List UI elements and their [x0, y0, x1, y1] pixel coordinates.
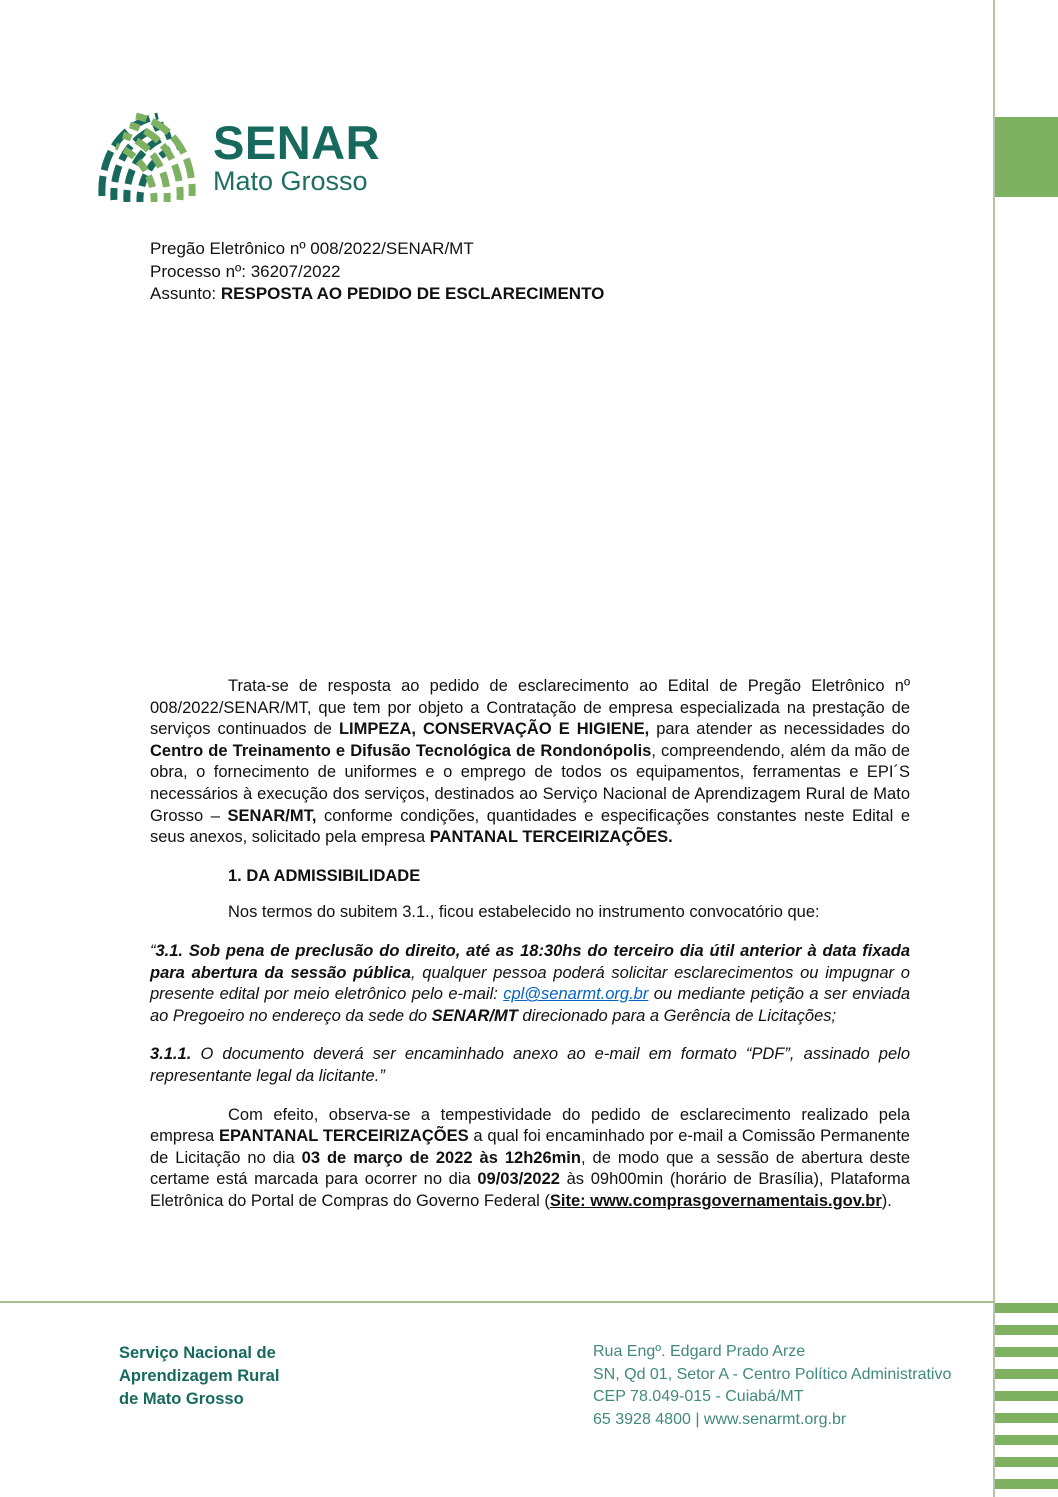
paragraph-intro — [150, 676, 910, 849]
text-segment: 03 de março de 2022 às 12h26min — [301, 1148, 581, 1167]
text-segment: ou mediante petição a ser enviada ao Pregoeiro no endereço da sede do — [150, 985, 910, 1025]
text-segment: direcionado para a Gerência de Licitações; — [517, 1006, 837, 1025]
header-processo-line: Processo nº: 36207/2022 — [150, 261, 341, 281]
text-segment: RESPOSTA AO PEDIDO DE ESCLARECIMENTO — [220, 284, 605, 303]
footer-divider — [0, 1301, 994, 1303]
text-segment: para atender as necessidades do — [649, 720, 911, 739]
right-margin-line — [993, 0, 995, 1497]
senar-logo-icon — [95, 110, 199, 202]
text-segment: , compreendendo, além da mão de obra, o fornecimento de uniformes e o emprego de todos os equipamentos, ferramentas e EPI´S necessários à execução dos serviços, destinados ao Serviço Nacional de Aprendizagem Rural de Mato Grosso – — [150, 741, 910, 825]
text-segment: , qualquer pessoa poderá solicitar esclarecimentos ou impugnar o presente edital por meio eletrônico pelo e-mail: — [150, 963, 910, 1004]
text-segment: 3.1. Sob pena de preclusão do direito, até as 18:30hs do terceiro dia útil anterior à data fixada para abertura da sessão pública — [150, 941, 910, 982]
text-segment: Assunto: — [150, 284, 221, 303]
footer-address — [593, 1341, 951, 1431]
text-segment: SENAR/MT, — [227, 806, 317, 825]
header-assunto-line — [150, 283, 604, 306]
quote-item-3-1-1 — [150, 1044, 910, 1087]
footer-org-line: Aprendizagem Rural — [119, 1367, 280, 1385]
text-segment: O documento deverá ser encaminhado anexo ao e-mail em formato “PDF”, assinado pelo representante legal da licitante.” — [150, 1045, 910, 1085]
text-segment: ). — [881, 1191, 892, 1210]
senar-logo — [95, 110, 380, 202]
paragraph-nos-termos — [150, 902, 910, 924]
text-segment: 09/03/2022 — [477, 1170, 560, 1189]
footer-address-line: CEP 78.049-015 - Cuiabá/MT — [593, 1388, 804, 1405]
footer-org-line: de Mato Grosso — [119, 1390, 244, 1408]
text-segment: , de modo que a sessão de abertura deste certame está marcada para ocorrer no dia — [150, 1148, 911, 1189]
text-segment: 3.1.1. — [150, 1045, 192, 1064]
text-segment: SENAR/MT — [431, 1006, 518, 1025]
text-segment: 1. DA ADMISSIBILIDADE — [228, 866, 421, 885]
document-header — [150, 238, 604, 306]
email-link[interactable]: cpl@senarmt.org.br — [503, 985, 649, 1004]
green-stripes-decoration — [995, 1303, 1058, 1497]
text-segment: “ — [150, 941, 156, 960]
document-body — [150, 676, 910, 1227]
footer-address-line: 65 3928 4800 | www.senarmt.org.br — [593, 1410, 847, 1428]
text-segment: PANTANAL TERCEIRIZAÇÕES. — [429, 828, 673, 847]
text-segment: conforme condições, quantidades e especificações constantes neste Edital e seus anexos, solicitado pela empresa — [150, 806, 910, 847]
text-segment: Nos termos do subitem 3.1., ficou estabelecido no instrumento convocatório que: — [228, 903, 820, 922]
text-segment: às 09h00min (horário de Brasília), Plataforma Eletrônica do Portal de Compras do Governo Federal ( — [150, 1170, 910, 1210]
text-segment: a qual foi encaminhado por e-mail a Comissão Permanente de Licitação no dia — [150, 1127, 910, 1167]
green-accent-block — [995, 117, 1058, 197]
logo-title: SENAR — [213, 116, 381, 169]
text-segment: Trata-se de resposta ao pedido de esclarecimento ao Edital de Pregão Eletrônico nº 008/2022/SENAR/MT, que tem por objeto a Contratação de empresa especializada na prestação de serviços continuados de — [150, 677, 910, 739]
footer-address-line: SN, Qd 01, Setor A - Centro Político Administrativo — [593, 1365, 952, 1383]
text-segment: Site: www.comprasgovernamentais.gov.br — [549, 1191, 882, 1210]
logo-subtitle: Mato Grosso — [213, 166, 368, 196]
footer-address-line: Rua Engº. Edgard Prado Arze — [593, 1343, 806, 1360]
footer-org-line: Serviço Nacional de — [119, 1344, 276, 1362]
text-segment: EPANTANAL TERCEIRIZAÇÕES — [219, 1127, 469, 1146]
header-pregao-line: Pregão Eletrônico nº 008/2022/SENAR/MT — [150, 239, 474, 258]
footer-org-name — [119, 1342, 279, 1411]
paragraph-tempestividade — [150, 1105, 910, 1213]
quote-item-3-1 — [150, 941, 910, 1027]
text-segment: LIMPEZA, CONSERVAÇÃO E HIGIENE, — [338, 720, 650, 739]
text-segment: Com efeito, observa-se a tempestividade do pedido de esclarecimento realizado pela empresa — [150, 1105, 910, 1146]
section-heading-admissibilidade — [150, 866, 910, 888]
logo-text — [213, 110, 380, 196]
text-segment: Centro de Treinamento e Difusão Tecnológica de Rondonópolis — [150, 741, 652, 760]
